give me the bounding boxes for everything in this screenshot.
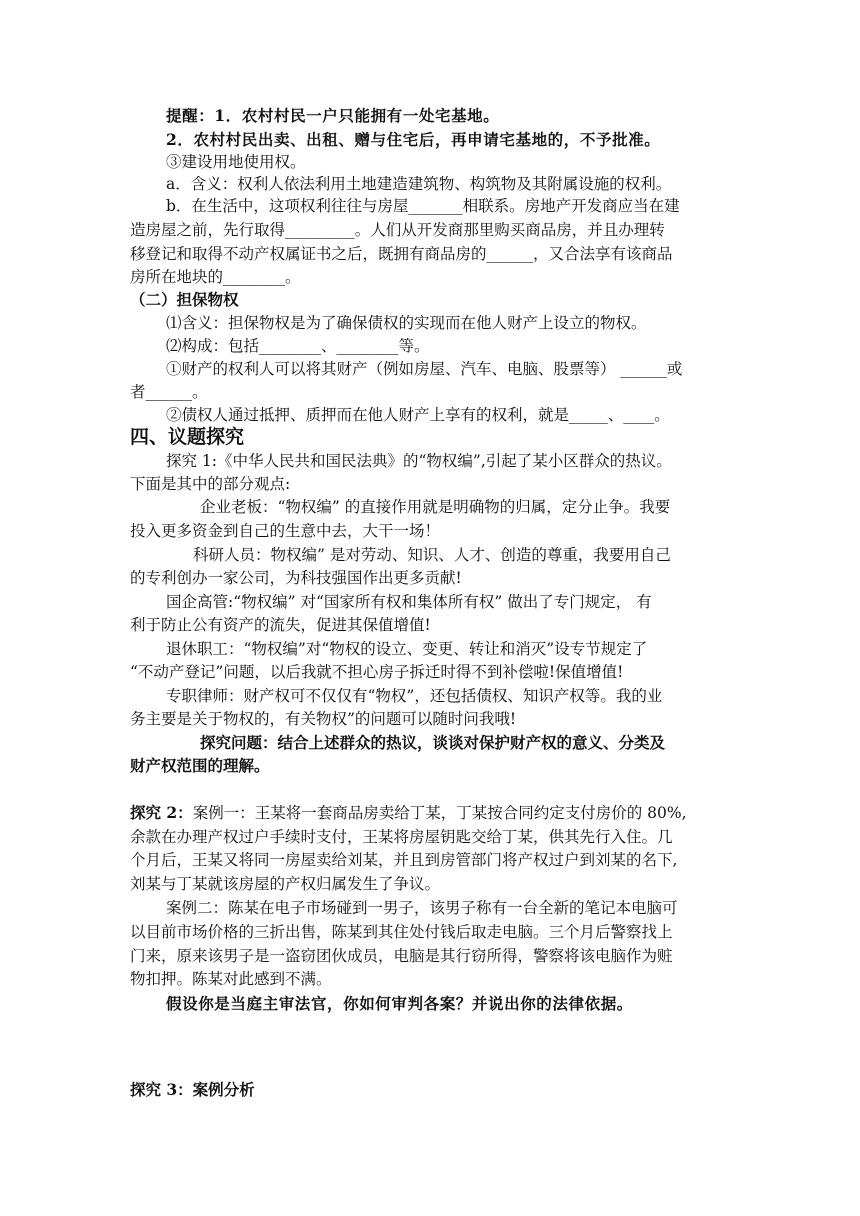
inquiry-2-question: 假设你是当庭主审法官，你如何审判各案？并说出你的法律依据。 bbox=[166, 994, 633, 1013]
inquiry-2-case-1-line-1: 案例一：王某将一套商品房卖给丁某，丁某按合同约定支付房价的 80%, bbox=[192, 804, 687, 822]
inquiry-2-line-3: 个月后，王某又将同一房屋卖给刘某，并且到房管部门将产权过户到刘某的名下, bbox=[130, 851, 678, 869]
inquiry-1-line-7: 国企高管:“物权编” 对“国家所有权和集体所有权” 做出了专门规定， 有 bbox=[166, 593, 652, 611]
security-right-item-2: ②债权人通过抵押、质押而在他人财产上享有的权利，就是_____、____。 bbox=[166, 406, 670, 424]
construction-land-b-line-4: 房所在地块的________。 bbox=[130, 268, 301, 286]
inquiry-2-case-2-line-3: 门来，原来该男子是一盗窃团伙成员，电脑是其行窃所得，警察将该电脑作为赃 bbox=[130, 947, 673, 965]
inquiry-2-case-2-line-2: 以目前市场价格的三折出售，陈某到其住处付钱后取走电脑。三个月后警察找上 bbox=[130, 923, 673, 941]
reminder-line-2: 2．农村村民出卖、出租、赠与住宅后，再申请宅基地的，不予批准。 bbox=[166, 130, 661, 149]
inquiry-1-line-9: 退休职工：“物权编”对“物权的设立、变更、转让和消灭”设专节规定了 bbox=[166, 640, 648, 658]
inquiry-2-case-2-line-4: 物扣押。陈某对此感到不满。 bbox=[130, 970, 332, 988]
inquiry-1-line-11: 专职律师：财产权可不仅仅有“物权”，还包括债权、知识产权等。我的业 bbox=[166, 687, 663, 705]
inquiry-2-label: 探究 2： bbox=[130, 803, 193, 822]
inquiry-1-question-line-1: 探究问题：结合上述群众的热议，谈谈对保护财产权的意义、分类及 bbox=[200, 733, 666, 752]
inquiry-1-line-10: “不动产登记”问题，以后我就不担心房子拆迁时得不到补偿啦!保值增值! bbox=[130, 663, 624, 681]
inquiry-1-line-6: 的专利创办一家公司，为科技强国作出更多贡献! bbox=[130, 569, 462, 587]
security-right-composition: ⑵构成：包括________、________等。 bbox=[166, 337, 430, 355]
security-right-heading: （二）担保物权 bbox=[130, 290, 239, 309]
inquiry-1-question-line-2: 财产权范围的理解。 bbox=[130, 756, 270, 775]
inquiry-3-heading: 探究 3：案例分析 bbox=[130, 1080, 255, 1099]
inquiry-2-line-4: 刘某与丁某就该房屋的产权归属发生了争议。 bbox=[130, 875, 441, 893]
section-4-heading: 四、议题探究 bbox=[130, 426, 245, 448]
inquiry-1-line-1: 探究 1:《中华人民共和国民法典》的“物权编”,引起了某小区群众的热议。 bbox=[166, 452, 672, 470]
construction-land-b-line-2: 造房屋之前，先行取得_________。人们从开发商那里购买商品房，并且办理转 bbox=[130, 221, 665, 239]
construction-land-title: ③建设用地使用权。 bbox=[166, 153, 306, 171]
security-right-item-1-line-1: ①财产的权利人可以将其财产（例如房屋、汽车、电脑、股票等） ______或 bbox=[166, 360, 683, 378]
inquiry-2-first-line bbox=[130, 803, 687, 823]
security-right-definition: ⑴含义：担保物权是为了确保债权的实现而在他人财产上设立的物权。 bbox=[166, 314, 647, 332]
inquiry-1-line-5: 科研人员：物权编” 是对劳动、知识、人才、创造的尊重，我要用自己 bbox=[193, 546, 671, 564]
reminder-line-1: 提醒：1．农村村民一户只能拥有一处宅基地。 bbox=[166, 106, 500, 125]
inquiry-1-line-3: 企业老板：“物权编” 的直接作用就是明确物的归属，定分止争。我要 bbox=[200, 498, 671, 516]
inquiry-1-line-12: 务主要是关于物权的，有关物权”的问题可以随时问我哦! bbox=[130, 710, 517, 728]
inquiry-2-line-2: 余款在办理产权过户手续时支付，王某将房屋钥匙交给丁某，供其先行入住。几 bbox=[130, 828, 673, 846]
construction-land-definition: a．含义：权利人依法利用土地建造建筑物、构筑物及其附属设施的权利。 bbox=[166, 175, 672, 193]
security-right-item-1-line-2: 者______。 bbox=[130, 383, 208, 401]
inquiry-2-case-2-line-1: 案例二：陈某在电子市场碰到一男子，该男子称有一台全新的笔记本电脑可 bbox=[166, 899, 678, 917]
inquiry-1-line-4: 投入更多资金到自己的生意中去，大干一场！ bbox=[130, 522, 441, 540]
construction-land-b-line-1: b．在生活中，这项权利往往与房屋_______相联系。房地产开发商应当在建 bbox=[166, 197, 680, 215]
inquiry-1-line-2: 下面是其中的部分观点: bbox=[130, 475, 291, 493]
construction-land-b-line-3: 移登记和取得不动产权属证书之后，既拥有商品房的______，又合法享有该商品 bbox=[130, 245, 673, 263]
inquiry-1-line-8: 利于防止公有资产的流失，促进其保值增值! bbox=[130, 616, 431, 634]
